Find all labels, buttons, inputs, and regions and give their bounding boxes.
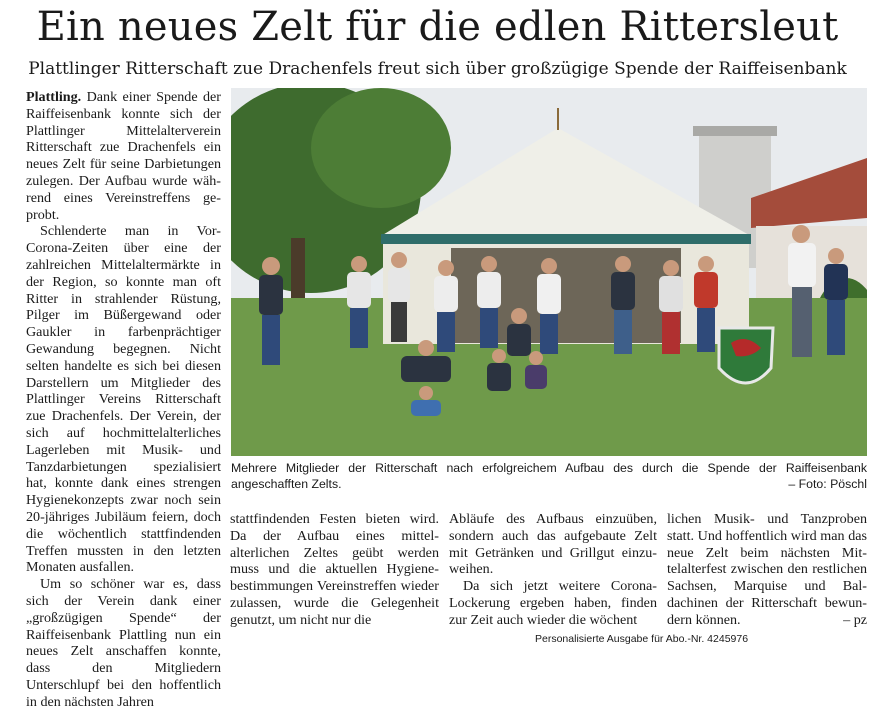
article-column-2 <box>230 511 439 629</box>
personalization-footer: Personalisierte Ausgabe für Abo.-Nr. 4245976 <box>535 633 749 645</box>
silo-top <box>693 126 777 136</box>
article-column-3 <box>449 511 657 629</box>
paragraph-3-part-2: stattfindenden Festen bieten wird. Da der Aufbau eines mittelalterlichen Zeltes geübt werden muss und die aktuellen Hygienebestimmungen Vereinstreffen wieder zulassen, wurde die Gelegenheit genutzt, um nicht nur die <box>230 511 439 628</box>
photo-caption-block <box>231 460 867 492</box>
author-mark: – pz <box>843 611 867 628</box>
paragraph-4-part-1: Da sich jetzt weitere Corona-Lockerung ergeben haben, finden zur Zeit auch wieder die wöchent <box>449 578 657 628</box>
article-headline: Ein neues Zelt für die edlen Rittersleut <box>36 4 839 50</box>
article-column-4 <box>667 511 867 629</box>
tent-trim <box>381 234 751 244</box>
photo-caption: Mehrere Mitglieder der Ritterschaft nach erfolgreichem Aufbau des durch die Spende der Raiffeisenbank angeschafften Zelts. <box>231 461 867 491</box>
paragraph-3-part-3: Abläufe des Aufbaus einzuüben, sondern auch das aufgebaute Zelt mit Getränken und Grillgut einzuweihen. <box>449 511 657 578</box>
article-photo <box>231 88 867 456</box>
article-column-1 <box>26 89 221 710</box>
article-subheadline: Plattlinger Ritterschaft zue Drachenfels freut sich über großzügige Spende der Raiffeisenbank <box>28 59 847 79</box>
paragraph-3-part-1: Um so schöner war es, dass sich der Verein dank einer „großzügigen Spende“ der Raiffeisenbank Plattling nun ein neues Zelt anschaffen konnte, dass den Mitgliedern Unterschlupf bei den hoffentlich in den nächsten Jahren <box>26 576 221 710</box>
tree-left-top <box>311 88 451 208</box>
paragraph-2: Schlenderte man in Vor-Corona-Zeiten über eine der zahlreichen Mittelaltermärkte in der Region, so konnte man oft Ritter in strahlender Rüstung, Pilger im Büßergewand oder Gaukler in farbenprächtiger Gewandung begegnen. Nicht selten handelte es sich bei diesen Darstellern um Mitglieder des Plattlinger Vereins Ritterschaft zue Drachenfels. Der Verein, der sich auf hochmittelalterliches Lagerleben mit Musik- und Tanzdarbietungen spezialisiert hat, konnte dank eines strengen Hygienekonzepts zwar noch sein 20-jähriges Jubiläum feiern, doch die wöchentlich stattfindenden Treffen mussten in den letzten Monaten ausfallen. <box>26 223 221 576</box>
group-photo-illustration <box>231 88 867 456</box>
photo-credit: – Foto: Pöschl <box>788 477 867 491</box>
dateline: Plattling. <box>26 89 82 105</box>
paragraph-1-text: Dank einer Spende der Raiffeisenbank konnte sich der Plattlinger Mittelalterverein Ritterschaft zue Drachenfels ein neues Zelt für seine Darbietungen zulegen. Der Aufbau wurde während eines Vereinstreffens geprobt. <box>26 89 221 223</box>
paragraph-4-part-2-text: lichen Musik- und Tanzproben statt. Und hoffentlich wird man das neue Zelt beim nächsten Mittelalterfest zwischen den restlichen Sachsen, Marquise und Baldachinen der Ritterschaft bewundern können. <box>667 511 867 628</box>
paragraph-1 <box>26 89 221 223</box>
paragraph-4-part-2 <box>667 511 867 629</box>
